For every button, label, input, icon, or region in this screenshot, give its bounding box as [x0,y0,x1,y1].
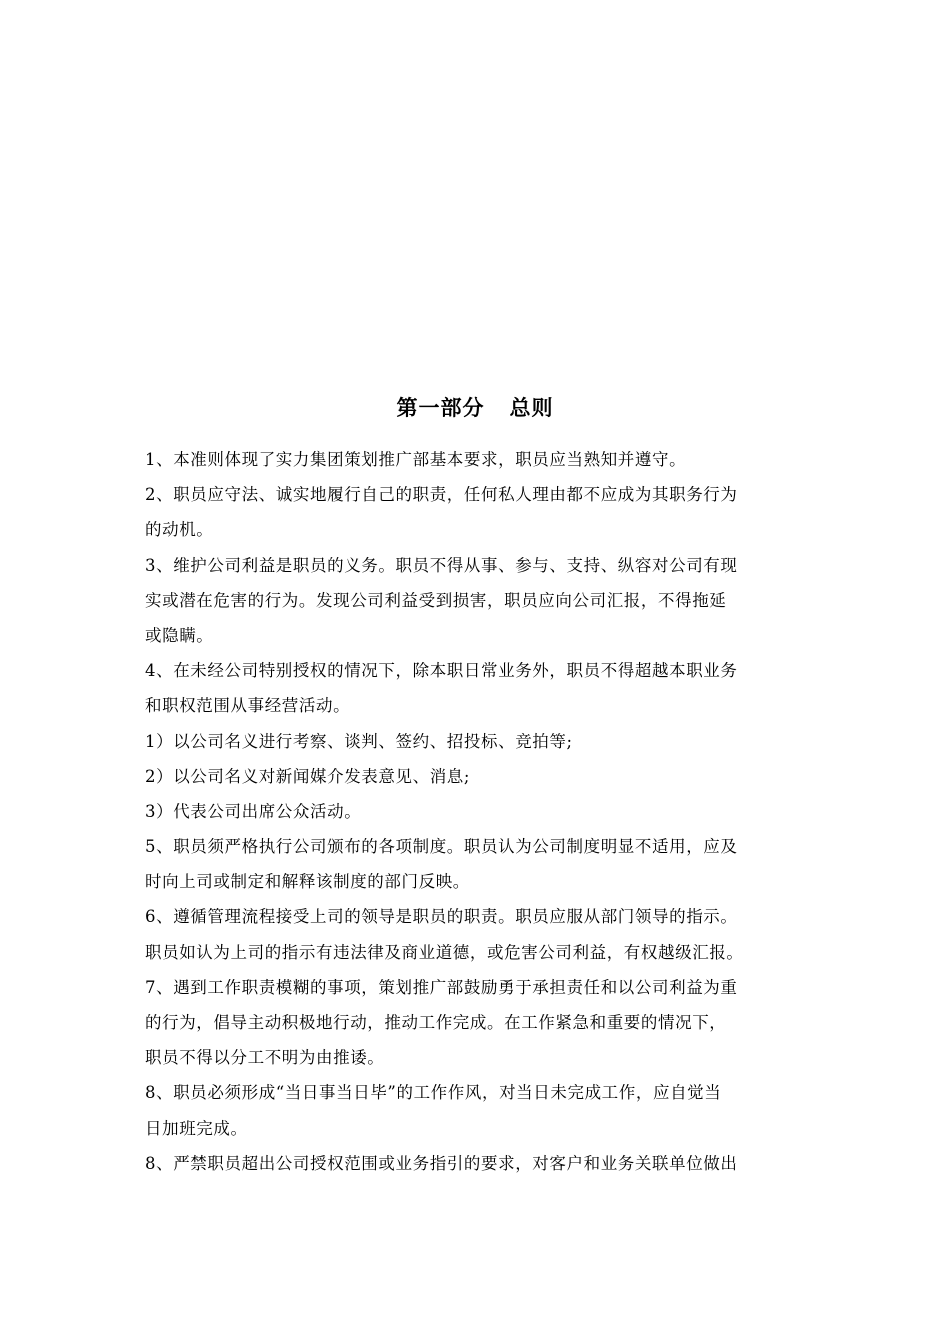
section-title: 第一部分 总则 [396,395,554,420]
text-line: 日加班完成。 [145,1118,248,1138]
text-line: 6、遵循管理流程接受上司的领导是职员的职责。职员应服从部门领导的指示。 [145,907,738,927]
text-line: 职员不得以分工不明为由推诿。 [145,1048,385,1068]
text-line: 8、职员必须形成“当日事当日毕”的工作作风，对当日未完成工作，应自觉当 [145,1083,722,1103]
text-line: 2、职员应守法、诚实地履行自己的职责，任何私人理由都不应成为其职务行为 [145,485,738,505]
text-line: 5、职员须严格执行公司颁布的各项制度。职员认为公司制度明显不适用，应及 [145,837,738,857]
text-line: 8、严禁职员超出公司授权范围或业务指引的要求，对客户和业务关联单位做出 [145,1153,738,1173]
text-line: 2）以公司名义对新闻媒介发表意见、消息; [145,766,471,786]
text-line: 1、本准则体现了实力集团策划推广部基本要求，职员应当熟知并遵守。 [145,450,687,469]
text-line: 3、维护公司利益是职员的义务。职员不得从事、参与、支持、纵容对公司有现 [145,555,738,575]
text-line: 3）代表公司出席公众活动。 [145,801,362,821]
body-text [145,442,815,1181]
text-line: 实或潜在危害的行为。发现公司利益受到损害，职员应向公司汇报，不得拖延 [145,590,727,610]
text-line: 时向上司或制定和解释该制度的部门反映。 [145,872,470,892]
text-line: 的动机。 [145,520,214,540]
text-line: 4、在未经公司特别授权的情况下，除本职日常业务外，职员不得超越本职业务 [145,661,738,681]
text-line: 1）以公司名义进行考察、谈判、签约、招投标、竞拍等; [145,731,573,751]
text-line: 的行为，倡导主动积极地行动，推动工作完成。在工作紧急和重要的情况下， [145,1013,727,1032]
text-line: 7、遇到工作职责模糊的事项，策划推广部鼓励勇于承担责任和以公司利益为重 [145,977,738,997]
text-line: 或隐瞒。 [145,625,214,645]
text-line: 和职权范围从事经营活动。 [145,696,351,716]
text-line: 职员如认为上司的指示有违法律及商业道德，或危害公司利益，有权越级汇报。 [145,942,744,962]
